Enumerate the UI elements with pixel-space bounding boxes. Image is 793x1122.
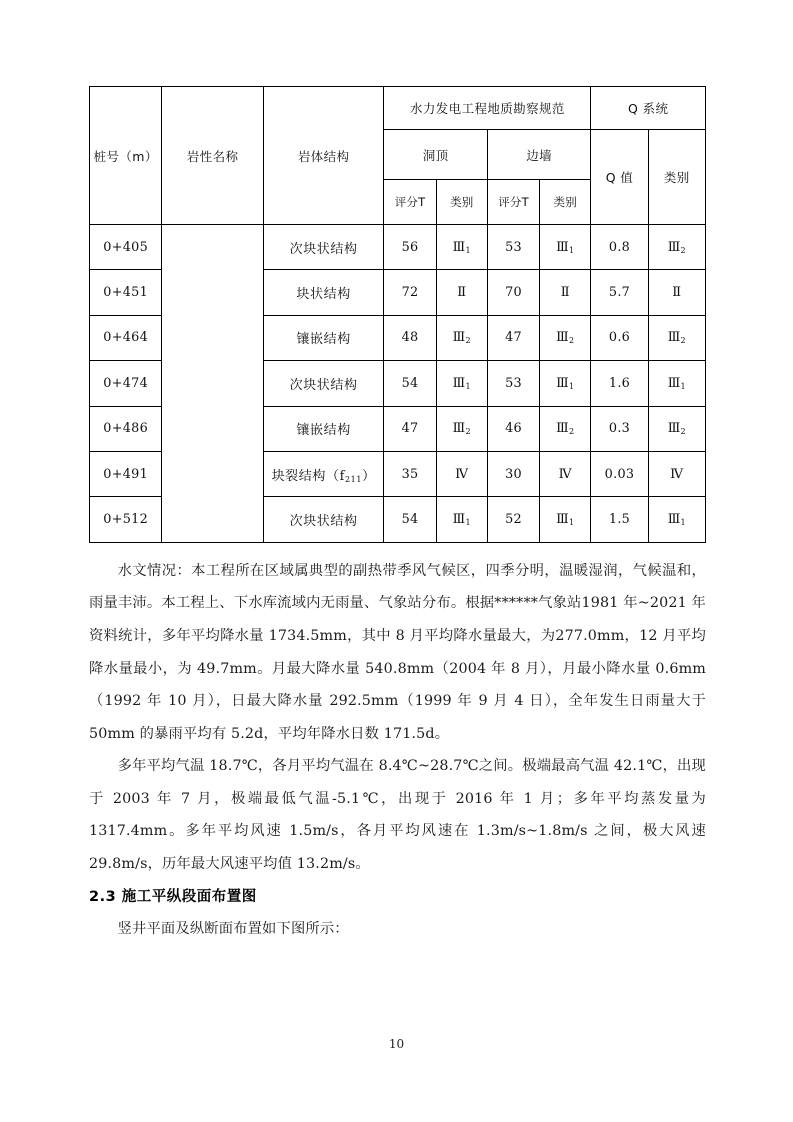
cell-roof-score: 72 [384,270,436,315]
cell-pile-no: 0+512 [90,497,162,542]
paragraph-hydrology: 水文情况：本工程所在区域属典型的副热带季风气候区，四季分明，温暖湿润，气候温和，雨量丰沛。本工程上、下水库流域内无雨量、气象站分布。根据******气象站1981 年~2021 年资料统计，多年平均降水量 1734.5mm，其中 8 月平均降水量最大，为277.0mm，12 月平均降水量最小，为 49.7mm。月最大降水量 540.8mm（2004 年 8 月），月最小降水量 0.6mm（1992 年 10 月），日最大降水量 292.5mm（1999 年 9 月 4 日），全年发生日雨量大于 50mm 的暴雨平均有 5.2d，平均年降水日数 171.5d。 [89,562,706,742]
roman-subscript: 2 [680,245,686,255]
cell-sidewall-score: 47 [487,315,539,360]
cell-q-value: 0.8 [591,225,648,270]
cell-pile-no: 0+405 [90,225,162,270]
roman-numeral: Ⅳ [670,466,684,482]
header-roof-category: 类别 [436,180,487,225]
cell-q-category [648,361,705,406]
cell-sidewall-category [540,361,591,406]
roman-numeral: Ⅱ [560,285,570,301]
roman-numeral: Ⅲ [667,330,681,346]
roman-numeral: Ⅲ [452,421,466,437]
cell-pile-no: 0+464 [90,315,162,360]
structure-label: 块裂结构（f [271,468,345,484]
cell-q-value: 1.6 [591,361,648,406]
table-row [90,225,706,270]
cell-sidewall-category [540,406,591,451]
table-header [90,87,706,225]
cell-sidewall-score: 46 [487,406,539,451]
roman-numeral: Ⅲ [667,512,681,528]
cell-sidewall-score: 52 [487,497,539,542]
header-q-category: 类别 [648,130,705,225]
cell-q-value: 0.03 [591,451,648,496]
cell-q-category [648,270,705,315]
paragraph-temperature: 多年平均气温 18.7℃，各月平均气温在 8.4℃~28.7℃之间。极端最高气温 42.1℃，出现于 2003 年 7 月，极端最低气温-5.1℃，出现于 2016 年 1 月；多年平均蒸发量为 1317.4mm。多年平均风速 1.5m/s，各月平均风速在 1.3m/s~1.8m/s 之间，极大风速 29.8m/s，历年最大风速平均值 13.2m/s。 [89,758,706,873]
cell-roof-score: 47 [384,406,436,451]
roman-subscript: 2 [568,427,575,437]
roman-numeral: Ⅲ [452,512,466,528]
structure-subscript: 211 [344,474,363,484]
cell-q-category [648,451,705,496]
cell-pile-no: 0+486 [90,406,162,451]
roman-numeral: Ⅲ [556,512,569,528]
cell-roof-category [436,315,487,360]
spacer-after-table [89,543,706,555]
cell-lithology-name [162,225,263,543]
cell-roof-category [436,451,487,496]
cell-q-category [648,315,705,360]
cell-sidewall-score: 30 [487,451,539,496]
cell-roof-category [436,225,487,270]
page-number: 10 [388,1037,405,1051]
roman-numeral: Ⅲ [556,375,569,391]
cell-roof-score: 56 [384,225,436,270]
roman-numeral: Ⅲ [556,421,569,437]
cell-sidewall-score: 53 [487,361,539,406]
header-sidewall: 边墙 [487,130,590,180]
header-sidewall-category: 类别 [540,180,591,225]
header-group-q-system: Q 系统 [591,87,706,130]
header-roof: 洞顶 [384,130,487,180]
roman-subscript: 2 [465,336,471,346]
cell-rock-structure [263,451,384,496]
roman-subscript: 1 [568,245,575,255]
header-lithology-name: 岩性名称 [162,87,263,225]
cell-q-value: 5.7 [591,270,648,315]
roman-numeral: Ⅲ [667,375,681,391]
cell-roof-category [436,406,487,451]
cell-rock-structure: 镶嵌结构 [263,406,384,451]
cell-sidewall-category [540,451,591,496]
cell-rock-structure: 块状结构 [263,270,384,315]
roman-numeral: Ⅲ [452,375,466,391]
roman-subscript: 1 [465,518,471,528]
cell-sidewall-category [540,270,591,315]
cell-sidewall-category [540,225,591,270]
header-sidewall-score: 评分T [487,180,539,225]
roman-subscript: 2 [680,427,686,437]
cell-sidewall-category [540,497,591,542]
roman-subscript: 2 [568,336,575,346]
cell-q-category [648,225,705,270]
roman-numeral: Ⅲ [452,239,466,255]
roman-numeral: Ⅲ [667,239,681,255]
cell-roof-category [436,497,487,542]
paragraph-layout-note: 竖井平面及纵断面布置如下图所示： [117,921,349,938]
header-roof-score: 评分T [384,180,436,225]
roman-numeral: Ⅲ [667,421,681,437]
page-content [89,86,706,946]
roman-numeral: Ⅲ [452,330,466,346]
roman-numeral: Ⅲ [556,239,569,255]
cell-pile-no: 0+474 [90,361,162,406]
roman-subscript: 1 [568,518,575,528]
cell-rock-structure: 次块状结构 [263,225,384,270]
roman-subscript: 1 [465,245,471,255]
cell-sidewall-score: 70 [487,270,539,315]
cell-q-value: 0.6 [591,315,648,360]
roman-numeral: Ⅲ [556,330,569,346]
header-group-spec: 水力发电工程地质勘察规范 [384,87,591,130]
roman-subscript: 1 [465,381,471,391]
roman-numeral: Ⅱ [672,285,682,301]
cell-rock-structure: 镶嵌结构 [263,315,384,360]
roman-subscript: 1 [680,518,686,528]
roman-subscript: 1 [680,381,686,391]
geology-table [89,86,706,543]
header-rock-structure: 岩体结构 [263,87,384,225]
cell-pile-no: 0+451 [90,270,162,315]
cell-q-value: 1.5 [591,497,648,542]
roman-numeral: Ⅳ [455,466,469,482]
cell-pile-no: 0+491 [90,451,162,496]
cell-roof-category [436,361,487,406]
header-q-value: Q 值 [591,130,648,225]
heading-section-2-3: 2.3 施工平纵段面布置图 [89,888,257,905]
cell-q-category [648,497,705,542]
roman-subscript: 2 [465,427,471,437]
cell-sidewall-score: 53 [487,225,539,270]
roman-numeral: Ⅳ [558,466,572,482]
cell-sidewall-category [540,315,591,360]
roman-subscript: 1 [568,381,575,391]
cell-q-value: 0.3 [591,406,648,451]
cell-roof-category [436,270,487,315]
cell-rock-structure: 次块状结构 [263,497,384,542]
cell-roof-score: 54 [384,497,436,542]
roman-numeral: Ⅱ [457,285,467,301]
cell-roof-score: 54 [384,361,436,406]
roman-subscript: 2 [680,336,686,346]
cell-roof-score: 35 [384,451,436,496]
table-body [90,225,706,543]
cell-rock-structure: 次块状结构 [263,361,384,406]
table-header-row-1 [90,87,706,130]
header-pile-no: 桩号（m） [90,87,162,225]
cell-q-category [648,406,705,451]
structure-tail: ） [362,468,376,484]
cell-roof-score: 48 [384,315,436,360]
